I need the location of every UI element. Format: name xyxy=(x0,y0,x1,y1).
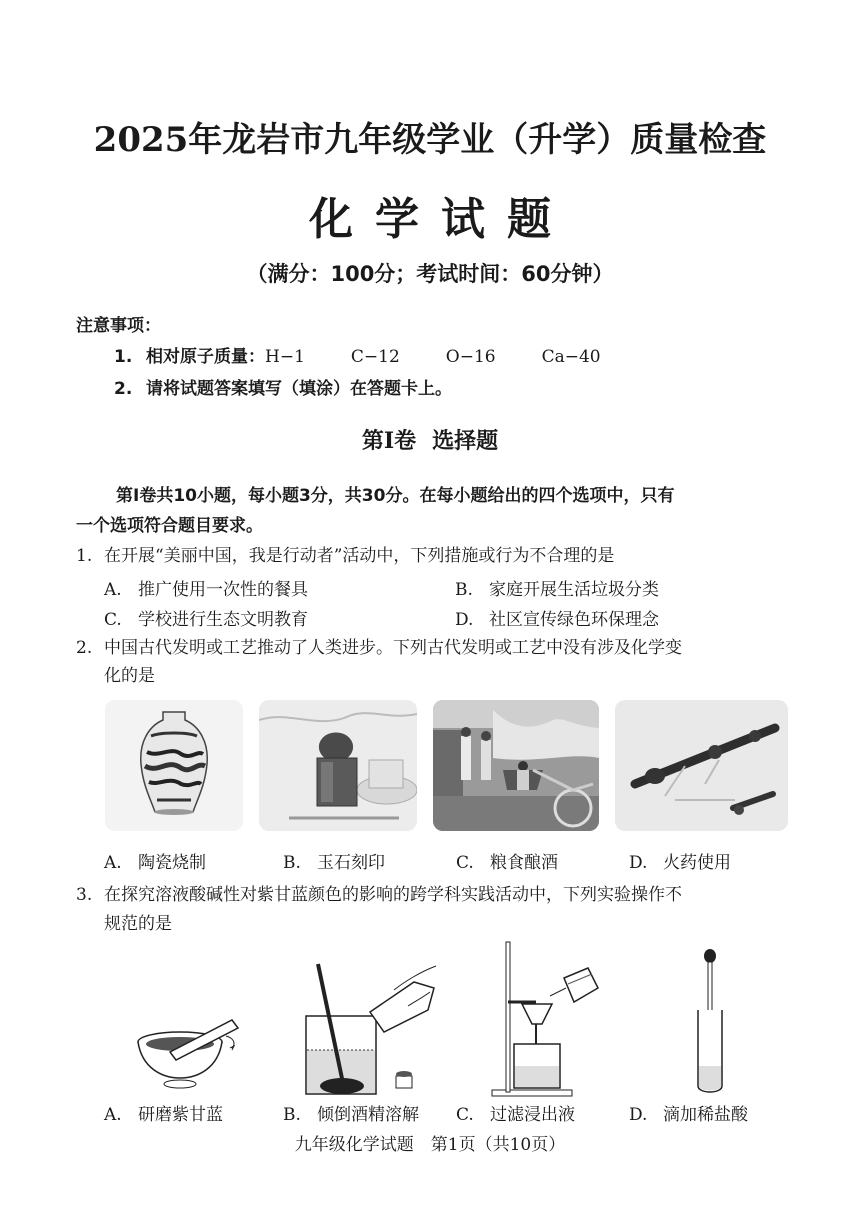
pouring-alcohol-illustration xyxy=(298,960,448,1100)
filtration-illustration xyxy=(488,938,603,1098)
note-2-text: 请将试题答案填写（填涂）在答题卡上。 xyxy=(146,379,452,399)
note-item-1 xyxy=(114,342,647,367)
dropper-test-tube-illustration xyxy=(690,948,730,1098)
notes-heading: 注意事项： xyxy=(76,316,161,336)
mass-o: O−16 xyxy=(445,347,496,367)
section-title xyxy=(0,424,860,455)
q1-option-d: D. 社区宣传绿色环保理念 xyxy=(455,610,659,630)
q3-stem-line1: 在探究溶液酸碱性对紫甘蓝颜色的影响的跨学科实践活动中，下列实验操作不 xyxy=(104,885,682,905)
section-intro-line2: 一个选项符合题目要求。 xyxy=(76,516,263,536)
subject-title: 化学试题 xyxy=(309,194,573,245)
q1-number: 1. xyxy=(76,546,93,566)
q2-stem-line1: 中国古代发明或工艺推动了人类进步。下列古代发明或工艺中没有涉及化学变 xyxy=(104,638,682,658)
q2-option-a: A. 陶瓷烧制 xyxy=(104,853,206,873)
note-item-2 xyxy=(114,374,452,399)
wine-brewing-image xyxy=(433,700,599,831)
q1-stem: 在开展“美丽中国，我是行动者”活动中，下列措施或行为不合理的是 xyxy=(104,546,615,566)
page-footer: 九年级化学试题 第1页（共10页） xyxy=(294,1135,566,1155)
note-1-label: 相对原子质量： xyxy=(146,347,265,367)
mass-ca: Ca−40 xyxy=(541,347,601,367)
q2-stem-line2: 化的是 xyxy=(104,666,155,686)
section-name: 选择题 xyxy=(432,428,499,454)
q3-option-c: C. 过滤浸出液 xyxy=(456,1105,575,1125)
q3-option-b: B. 倾倒酒精溶解 xyxy=(283,1105,419,1125)
mass-c: C−12 xyxy=(350,347,400,367)
score-info: （满分：100分；考试时间：60分钟） xyxy=(246,262,614,286)
q2-option-b: B. 玉石刻印 xyxy=(283,853,385,873)
section-part: 第Ⅰ卷 xyxy=(361,428,417,454)
mass-h: H−1 xyxy=(265,347,305,367)
q1-option-a: A. 推广使用一次性的餐具 xyxy=(104,580,308,600)
q3-stem-line2: 规范的是 xyxy=(104,914,172,934)
note-1-number: 1. xyxy=(114,347,133,367)
jade-seal-image xyxy=(259,700,417,831)
porcelain-vase-image xyxy=(105,700,243,831)
q3-option-a: A. 研磨紫甘蓝 xyxy=(104,1105,223,1125)
q3-number: 3. xyxy=(76,885,93,905)
note-2-number: 2. xyxy=(114,379,133,399)
q3-option-d: D. 滴加稀盐酸 xyxy=(629,1105,748,1125)
mortar-pestle-illustration xyxy=(130,1012,250,1092)
q1-option-b: B. 家庭开展生活垃圾分类 xyxy=(455,580,659,600)
q1-option-c: C. 学校进行生态文明教育 xyxy=(104,610,308,630)
q2-option-c: C. 粮食酿酒 xyxy=(456,853,558,873)
q2-number: 2. xyxy=(76,638,93,658)
section-intro-line1: 第Ⅰ卷共10小题，每小题3分，共30分。在每小题给出的四个选项中，只有 xyxy=(116,486,675,506)
q2-option-d: D. 火药使用 xyxy=(629,853,731,873)
gunpowder-weapon-image xyxy=(615,700,788,831)
exam-title: 2025年龙岩市九年级学业（升学）质量检查 xyxy=(93,120,767,160)
